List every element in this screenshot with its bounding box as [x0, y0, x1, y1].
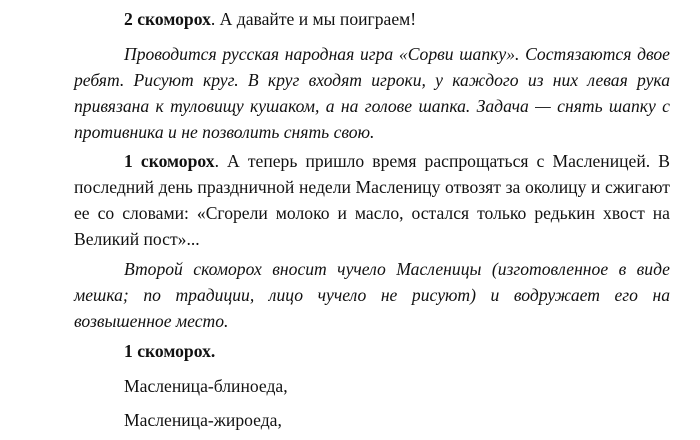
speech-text: . А давайте и мы поиграем!	[210, 9, 417, 29]
verse-line: Масленица-блиноеда,	[124, 376, 288, 396]
speech-paragraph	[74, 338, 670, 364]
speech-paragraph	[74, 148, 670, 252]
stage-direction: Проводится русская народная игра «Сорви шапку». Состязаются двое ребят. Рисуют круг. В круг входят игроки, у каждого из них левая рука привязана к туловищу кушаком, а на голове шапка. Задача — снять шапку с противника и не позволить снять свою.	[74, 44, 670, 142]
stage-direction: Второй скоморох вносит чучело Масленицы (изготовленное в виде мешка; по традиции, лицо чучело не рисуют) и водружает его на возвышенное место.	[74, 259, 670, 331]
speech-paragraph	[74, 6, 670, 32]
speaker-name: 1 скоморох	[124, 151, 215, 171]
verse-line: Масленица-жироеда,	[124, 410, 282, 430]
speaker-name: 2 скоморох	[124, 9, 211, 29]
speaker-name: 1 скоморох.	[124, 341, 216, 361]
speech-text: . А теперь пришло время распрощаться с Масленицей. В последний день праздничной недели Масленицу отвозят за околицу и сжигают ее со словами: «Сгорели молоко и масло, остался только редькин хвост на Великий пост»...	[74, 151, 670, 249]
